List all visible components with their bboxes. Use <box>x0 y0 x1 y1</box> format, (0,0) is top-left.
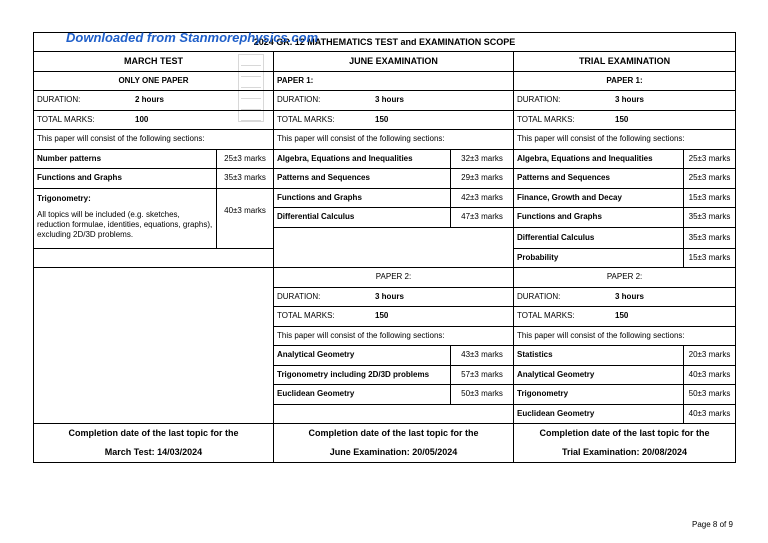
section-name: Patterns and Sequences <box>514 169 684 189</box>
marks-label: TOTAL MARKS: <box>277 114 335 124</box>
section-marks: 25±3 marks <box>217 149 274 169</box>
section-name: Euclidean Geometry <box>514 404 684 424</box>
duration-label: DURATION: <box>277 291 321 301</box>
section-name: Patterns and Sequences <box>274 169 451 189</box>
section-marks: 29±3 marks <box>451 169 514 189</box>
completion-line: Completion date of the last topic for the <box>308 428 479 438</box>
section-marks: 40±3 marks <box>684 365 736 385</box>
marks-value: 150 <box>615 311 629 321</box>
section-marks: 47±3 marks <box>451 208 514 228</box>
duration-value: 3 hours <box>375 291 404 301</box>
completion-line: Completion date of the last topic for the <box>539 428 710 438</box>
section-marks: 32±3 marks <box>451 149 514 169</box>
duration-label: DURATION: <box>517 291 561 301</box>
page-number: Page 8 of 9 <box>692 520 733 529</box>
empty-cell <box>274 227 514 268</box>
completion-line: Completion date of the last topic for the <box>68 428 239 438</box>
section-marks: 25±3 marks <box>684 149 736 169</box>
march-paper: ONLY ONE PAPER <box>34 71 274 91</box>
header-june: JUNE EXAMINATION <box>274 52 514 72</box>
section-marks: 15±3 marks <box>684 188 736 208</box>
june-p1-duration <box>274 91 514 111</box>
june-p2-marks <box>274 307 514 327</box>
duration-label: DURATION: <box>37 95 81 105</box>
march-marks <box>34 110 274 130</box>
header-march: MARCH TEST <box>34 52 274 72</box>
marks-label: TOTAL MARKS: <box>37 114 95 124</box>
watermark: Downloaded from Stanmorephysics.com <box>66 30 319 45</box>
section-marks: 43±3 marks <box>451 346 514 366</box>
section-note: All topics will be included (e.g. sketches, reduction formulae, identities, equations, graphs), excluding 2D/3D problems. <box>37 209 213 239</box>
section-name: Functions and Graphs <box>274 188 451 208</box>
duration-label: DURATION: <box>277 95 321 105</box>
section-name: Functions and Graphs <box>514 208 684 228</box>
section-name: Probability <box>514 248 684 268</box>
section-name: Functions and Graphs <box>34 169 217 189</box>
section-name: Statistics <box>514 346 684 366</box>
trig-section <box>34 188 217 248</box>
section-marks: 20±3 marks <box>684 346 736 366</box>
section-marks: 42±3 marks <box>451 188 514 208</box>
march-empty-block <box>34 268 274 424</box>
march-duration <box>34 91 274 111</box>
section-name: Trigonometry <box>514 385 684 405</box>
empty-cell <box>34 248 274 268</box>
march-completion <box>34 424 274 463</box>
completion-date: March Test: 14/03/2024 <box>104 447 203 457</box>
marks-value: 150 <box>375 114 389 124</box>
marks-value: 100 <box>135 114 149 124</box>
scope-table <box>33 32 736 463</box>
section-name: Trigonometry: <box>37 193 91 203</box>
page-title: 2024 GR. 12 MATHEMATICS TEST and EXAMINATION SCOPE <box>34 33 736 52</box>
empty-cell <box>274 404 514 424</box>
duration-value: 2 hours <box>135 95 164 105</box>
trial-p1-marks <box>514 110 736 130</box>
trial-p2-marks <box>514 307 736 327</box>
section-marks: 35±3 marks <box>684 227 736 248</box>
trial-p1-duration <box>514 91 736 111</box>
duration-value: 3 hours <box>375 95 404 105</box>
marks-label: TOTAL MARKS: <box>277 311 335 321</box>
duration-label: DURATION: <box>517 95 561 105</box>
section-name: Analytical Geometry <box>514 365 684 385</box>
section-name: Analytical Geometry <box>274 346 451 366</box>
section-name: Algebra, Equations and Inequalities <box>514 149 684 169</box>
trial-p2-paper: PAPER 2: <box>514 268 736 288</box>
marks-value: 150 <box>375 311 389 321</box>
trial-p1-paper: PAPER 1: <box>514 71 736 91</box>
marks-label: TOTAL MARKS: <box>517 311 575 321</box>
march-sections-note: This paper will consist of the following sections: <box>34 130 274 150</box>
june-p2-duration <box>274 287 514 307</box>
june-p1-marks <box>274 110 514 130</box>
section-marks: 57±3 marks <box>451 365 514 385</box>
section-name: Trigonometry including 2D/3D problems <box>274 365 451 385</box>
section-marks: 15±3 marks <box>684 248 736 268</box>
section-name: Euclidean Geometry <box>274 385 451 405</box>
duration-value: 3 hours <box>615 95 644 105</box>
completion-date: Trial Examination: 20/08/2024 <box>561 447 688 457</box>
trial-p2-sections-note: This paper will consist of the following sections: <box>514 326 736 346</box>
section-name: Differential Calculus <box>514 227 684 248</box>
june-p1-sections-note: This paper will consist of the following sections: <box>274 130 514 150</box>
trial-p1-sections-note: This paper will consist of the following sections: <box>514 130 736 150</box>
section-marks: 35±3 marks <box>217 169 274 189</box>
header-trial: TRIAL EXAMINATION <box>514 52 736 72</box>
june-p1-paper: PAPER 1: <box>274 71 514 91</box>
june-p2-paper: PAPER 2: <box>274 268 514 288</box>
section-name: Number patterns <box>34 149 217 169</box>
section-name: Finance, Growth and Decay <box>514 188 684 208</box>
marks-value: 150 <box>615 114 629 124</box>
trial-completion <box>514 424 736 463</box>
marks-label: TOTAL MARKS: <box>517 114 575 124</box>
section-name: Algebra, Equations and Inequalities <box>274 149 451 169</box>
section-name: Differential Calculus <box>274 208 451 228</box>
june-completion <box>274 424 514 463</box>
duration-value: 3 hours <box>615 291 644 301</box>
section-marks: 25±3 marks <box>684 169 736 189</box>
june-p2-sections-note: This paper will consist of the following sections: <box>274 326 514 346</box>
section-marks: 50±3 marks <box>684 385 736 405</box>
section-marks: 50±3 marks <box>451 385 514 405</box>
section-marks: 35±3 marks <box>684 208 736 228</box>
completion-date: June Examination: 20/05/2024 <box>329 447 458 457</box>
section-marks: 40±3 marks <box>684 404 736 424</box>
trial-p2-duration <box>514 287 736 307</box>
section-marks: 40±3 marks <box>217 188 274 248</box>
